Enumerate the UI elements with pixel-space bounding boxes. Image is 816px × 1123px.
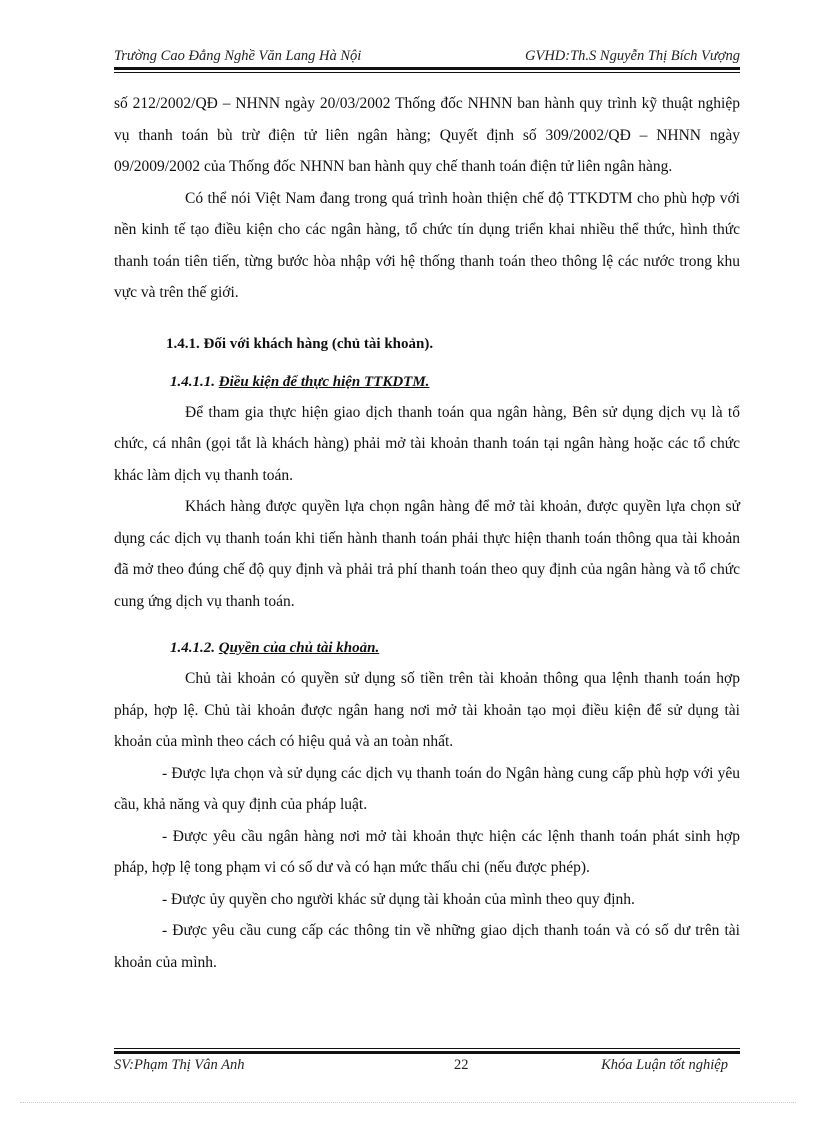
header-advisor: GVHD:Th.S Nguyễn Thị Bích Vượng	[524, 48, 740, 64]
paragraph-owner-rights: Chủ tài khoản có quyền sử dụng số tiền trên tài khoản thông qua lệnh thanh toán hợp pháp, hợp lệ. Chủ tài khoản được ngân hang nơi mở tài khoản tạo mọi điều kiện để sử dụng tài khoản của mình theo cách có hiệu quả và an toàn nhất.	[114, 670, 740, 750]
bullet-item: - Được lựa chọn và sử dụng các dịch vụ thanh toán do Ngân hàng cung cấp phù hợp với yêu cầu, khả năng và quy định của pháp luật.	[114, 764, 740, 813]
heading-1-4-1-1	[170, 367, 740, 397]
paragraph-vietnam-ttkdtm: Có thể nói Việt Nam đang trong quá trình hoàn thiện chế độ TTKDTM cho phù hợp với nền kinh tế tạo điều kiện cho các ngân hàng, tổ chức tín dụng triển khai nhiều thể thức, hình thức thanh toán tiên tiến, từng bước hòa nhập với hệ thống thanh toán theo thông lệ các nước trong khu vực và trên thế giới.	[114, 189, 740, 301]
page-header	[114, 48, 740, 68]
paragraph-customer-rights: Khách hàng được quyền lựa chọn ngân hàng để mở tài khoản, được quyền lựa chọn sử dụng các dịch vụ thanh toán khi tiến hành thanh toán phải thực hiện thanh toán thông qua tài khoản đã mở theo đúng chế độ quy định và phải trả phí thanh toán theo quy định của ngân hàng và tổ chức cung ứng dịch vụ thanh toán.	[114, 498, 740, 610]
heading-title: Quyền của chủ tài khoản.	[218, 640, 380, 656]
footer-rule-thick	[114, 1051, 740, 1054]
footer-rule-thin	[114, 1048, 740, 1049]
page-bottom-dotted-line	[20, 1102, 796, 1103]
header-rule-thin	[114, 72, 740, 73]
heading-number: 1.4.1.2.	[170, 640, 215, 656]
footer-student: SV:Phạm Thị Vân Anh	[114, 1057, 245, 1073]
header-rule-thick	[114, 67, 740, 70]
bullet-item: - Được yêu cầu cung cấp các thông tin về những giao dịch thanh toán và có số dư trên tài khoản của mình.	[114, 922, 740, 971]
heading-number: 1.4.1.1.	[170, 373, 215, 390]
bullet-item: - Được yêu cầu ngân hàng nơi mở tài khoản thực hiện các lệnh thanh toán phát sinh hợp pháp, hợp lệ tong phạm vi có số dư và có hạn mức thấu chi (nếu được phép).	[114, 827, 740, 876]
paragraph-account-opening: Để tham gia thực hiện giao dịch thanh toán qua ngân hàng, Bên sử dụng dịch vụ là tổ chức, cá nhân (gọi tắt là khách hàng) phải mở tài khoản thanh toán tại ngân hàng hoặc các tổ chức khác làm dịch vụ thanh toán.	[114, 403, 740, 484]
page-footer	[114, 1057, 740, 1077]
page-body	[114, 88, 740, 978]
paragraph-regulations: số 212/2002/QĐ – NHNN ngày 20/03/2002 Thống đốc NHNN ban hành quy trình kỹ thuật nghiệp vụ thanh toán bù trừ điện tử liên ngân hàng; Quyết định số 309/2002/QĐ – NHNN ngày 09/2009/2002 của Thống đốc NHNN ban hành quy chế thanh toán điện tử liên ngân hàng.	[114, 95, 740, 175]
header-school: Trường Cao Đẳng Nghề Văn Lang Hà Nội	[114, 48, 362, 64]
heading-title: Điều kiện để thực hiện TTKDTM.	[218, 373, 430, 390]
heading-1-4-1-2	[170, 633, 740, 663]
page-number: 22	[454, 1057, 469, 1073]
heading-1-4-1: 1.4.1. Đối với khách hàng (chủ tài khoản).	[166, 335, 434, 352]
bullet-item: - Được ủy quyền cho người khác sử dụng tài khoản của mình theo quy định.	[162, 890, 635, 908]
footer-thesis: Khóa Luận tốt nghiệp	[601, 1057, 728, 1073]
